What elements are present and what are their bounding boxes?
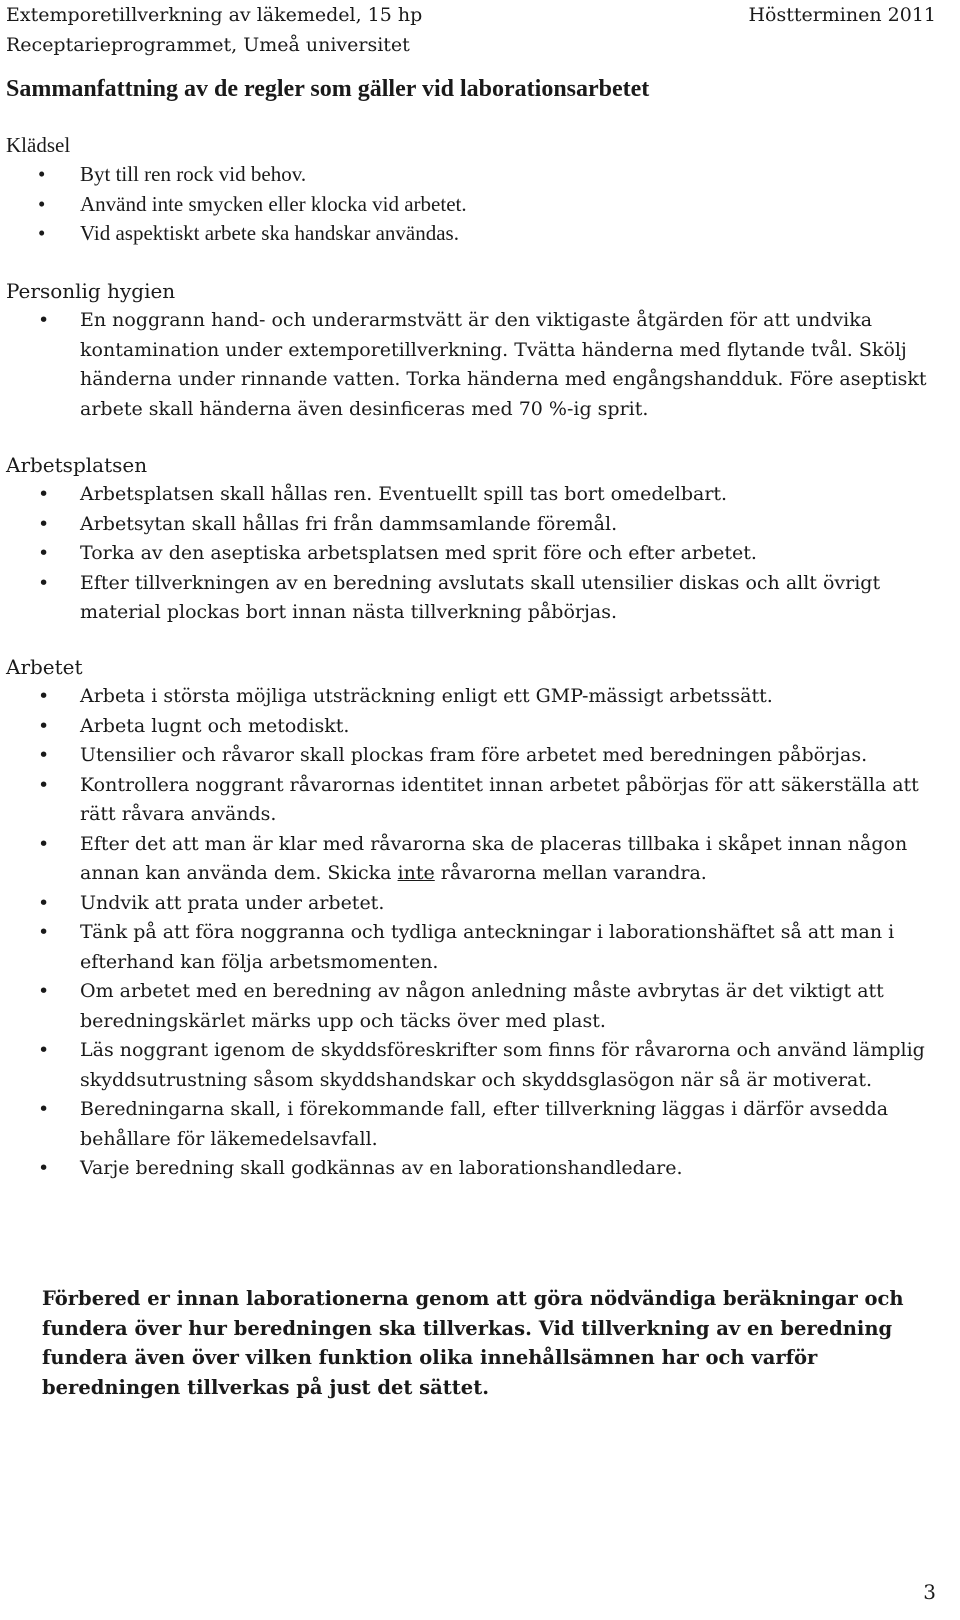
program-name: Receptarieprogrammet, Umeå universitet [6,34,410,56]
list-item: • Tänk på att föra noggranna och tydliga anteckningar i laborationshäftet så att man i efterhand kan följa arbetsmomenten. [6,918,936,977]
document-title: Sammanfattning av de regler som gäller vid laborationsarbetet [6,76,650,102]
list-item [6,830,936,889]
section-arbetet [6,652,936,1184]
list-item: • Varje beredning skall godkännas av en laborationshandledare. [6,1154,936,1184]
section-heading: Arbetsplatsen [6,453,148,477]
preparation-note: Förbered er innan laborationerna genom att göra nödvändiga beräkningar och fundera över hur beredningen ska tillverkas. Vid tillverkning av en beredning fundera även över vilken funktion olika innehållsämnen har och varför beredningen tillverkas på just det sättet. [42,1287,904,1399]
list-item: • Efter tillverkningen av en beredning avslutats skall utensilier diskas och allt övrigt material plockas bort innan nästa tillverkning påbörjas. [6,569,936,628]
list-item-text: råvarorna mellan varandra. [434,862,707,884]
underlined-word: inte [397,862,435,884]
bullet-list [6,682,936,1184]
page-number: 3 [923,1580,936,1604]
list-item: • Arbeta i största möjliga utsträckning enligt ett GMP-mässigt arbetssätt. [6,682,936,712]
section-heading: Personlig hygien [6,279,176,303]
bullet-list [6,480,936,628]
section-personlig-hygien [6,276,936,424]
section-arbetsplatsen [6,450,936,628]
list-item: • Undvik att prata under arbetet. [6,889,936,919]
bullet-list [6,160,936,249]
section-heading: Klädsel [6,133,71,157]
bullet-list [6,306,936,424]
list-item: • Torka av den aseptiska arbetsplatsen med sprit före och efter arbetet. [6,539,936,569]
list-item: • Använd inte smycken eller klocka vid arbetet. [6,190,936,220]
list-item: • Byt till ren rock vid behov. [6,160,936,190]
list-item: • Om arbetet med en beredning av någon anledning måste avbrytas är det viktigt att beredningskärlet märks upp och täcks över med plast. [6,977,936,1036]
course-name: Extemporetillverkning av läkemedel, 15 hp [6,4,423,26]
list-item: • Vid aspektiskt arbete ska handskar användas. [6,219,936,249]
list-item: • Beredningarna skall, i förekommande fall, efter tillverkning läggas i därför avsedda behållare för läkemedelsavfall. [6,1095,936,1154]
page-header [6,0,936,60]
list-item: • Kontrollera noggrant råvarornas identitet innan arbetet påbörjas för att säkerställa att rätt råvara används. [6,771,936,830]
section-kladsel [6,130,936,249]
list-item: • Arbetsytan skall hållas fri från dammsamlande föremål. [6,510,936,540]
list-item: • En noggrann hand- och underarmstvätt är den viktigaste åtgärden för att undvika kontamination under extemporetillverkning. Tvätta händerna med flytande tvål. Skölj händerna under rinnande vatten. Torka händerna med engångshandduk. Före aseptiskt arbete skall händerna även desinficeras med 70 %-ig sprit. [6,306,936,424]
list-item: • Arbeta lugnt och metodiskt. [6,712,936,742]
list-item: • Arbetsplatsen skall hållas ren. Eventuellt spill tas bort omedelbart. [6,480,936,510]
list-item-text: Efter det att man är klar med råvarorna ska de placeras tillbaka i skåpet innan någon annan kan använda dem. Skicka [80,832,908,884]
list-item: • Läs noggrant igenom de skyddsföreskrifter som finns för råvarorna och använd lämplig skyddsutrustning såsom skyddshandskar och skyddsglasögon när så är motiverat. [6,1036,936,1095]
term: Höstterminen 2011 [748,4,936,26]
list-item: • Utensilier och råvaror skall plockas fram före arbetet med beredningen påbörjas. [6,741,936,771]
section-heading: Arbetet [6,655,83,679]
